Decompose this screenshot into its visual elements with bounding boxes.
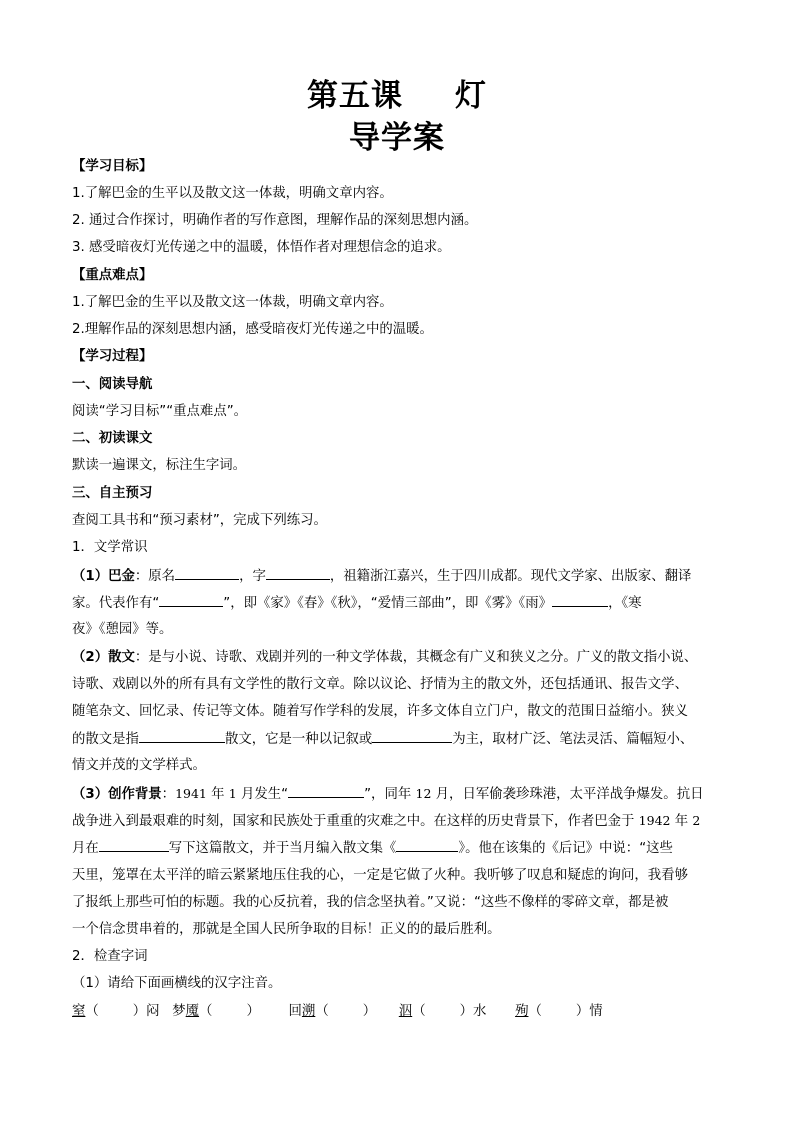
background-line-2: 战争进入到最艰难的时刻，国家和民族处于重重的灾难之中。在这样的历史背景下，作者巴金于 1942 年 2 [72,813,701,829]
background-line-1: （3）创作背景：1941 年 1 月发生“ ”，同年 12 月，日军偷袭珍珠港，太平洋战争爆发。抗日 [72,786,704,802]
step2-heading: 二、初读课文 [72,431,153,446]
word-item: 回溯（ ） [288,1004,377,1019]
key-heading: 【重点难点】 [72,268,153,283]
step3-text: 查阅工具书和“预习素材”，完成下列练习。 [72,513,327,528]
doc-subtitle: 导学案 [349,120,445,156]
answer-blank[interactable] [266,566,330,580]
bajin-line-2: 家。代表作有“ ”，即《家》《春》《秋》，“爱情三部曲”，即《雾》《雨》 ，《寒 [72,593,738,614]
goal-item: 2. 通过合作探讨，明确作者的写作意图，理解作品的深刻思想内涵。 [72,213,478,228]
check-heading: 2．检查字词 [72,949,148,964]
word-item: 殉（ ）情 [515,1004,603,1019]
answer-blank[interactable] [288,784,364,798]
prose-line-5: 情文并茂的文学样式。 [72,758,206,773]
answer-blank[interactable] [175,566,239,580]
word-item: 窒（ ）闷 [72,1004,160,1019]
process-heading: 【学习过程】 [72,349,153,364]
goal-item: 3. 感受暗夜灯光传递之中的温暖，体悟作者对理想信念的追求。 [72,240,451,255]
answer-blank[interactable] [159,593,223,607]
prose-line-1: （2）散文：是与小说、诗歌、戏剧并列的一种文学体裁，其概念有广义和狭义之分。广义的散文指小说、 [72,650,698,665]
answer-blank[interactable] [552,593,608,607]
key-item: 2.理解作品的深刻思想内涵，感受暗夜灯光传递之中的温暖。 [72,322,433,337]
prose-line-3: 随笔杂文、回忆录、传记等文体。随着写作学科的发展，许多文体自立门户，散文的范围日益缩小。狭义 [72,704,688,719]
step2-text: 默读一遍课文，标注生字词。 [72,458,247,473]
lesson-title [0,76,794,116]
answer-blank[interactable] [99,838,169,852]
background-line-3: 月在 写下这篇散文，并于当月编入散文集《 》。他在该集的《后记》中说：“这些 [72,838,738,859]
bajin-line-3: 夜》《憩园》等。 [72,622,173,637]
word-item: 泅（ ）水 [398,1004,487,1019]
lesson-number: 第五课 [307,78,403,114]
pinyin-row [72,1002,738,1022]
word-item: 梦魇（ ） [172,1004,260,1019]
lesson-topic: 灯 [455,78,487,114]
answer-blank[interactable] [396,838,458,852]
goal-item: 1.了解巴金的生平以及散文这一体裁，明确文章内容。 [72,186,393,201]
literature-heading: 1．文学常识 [72,540,148,555]
prose-line-4: 的散文是指 散文，它是一种以记叙或 为主，取材广泛、笔法灵活、篇幅短小、 [72,729,738,750]
prose-line-2: 诗歌、戏剧以外的所有具有文学性的散行文章。除以议论、抒情为主的散文外，还包括通讯、报告文学、 [72,677,688,692]
step3-heading: 三、自主预习 [72,486,153,501]
answer-blank[interactable] [139,729,225,743]
step1-heading: 一、阅读导航 [72,377,153,392]
background-line-4: 天里，笼罩在太平洋的暗云紧紧地压住我的心，一定是它做了火种。我听够了叹息和疑虑的询问，我看够 [72,868,688,883]
background-line-5: 了报纸上那些可怕的标题。我的心反抗着，我的信念坚执着。”又说：“这些不像样的零碎文章，都是被 [72,895,669,910]
step1-text: 阅读“学习目标”“重点难点”。 [72,404,248,419]
answer-blank[interactable] [372,729,452,743]
check-instruction: （1）请给下面画横线的汉字注音。 [72,976,282,991]
bajin-line-1: （1）巴金：原名 ，字 ，祖籍浙江嘉兴，生于四川成都。现代文学家、出版家、翻译 [72,566,738,587]
background-line-6: 一个信念贯串着的，那就是全国人民所争取的目标！正义的的最后胜利。 [72,922,501,937]
goals-heading: 【学习目标】 [72,159,153,174]
key-item: 1.了解巴金的生平以及散文这一体裁，明确文章内容。 [72,295,393,310]
